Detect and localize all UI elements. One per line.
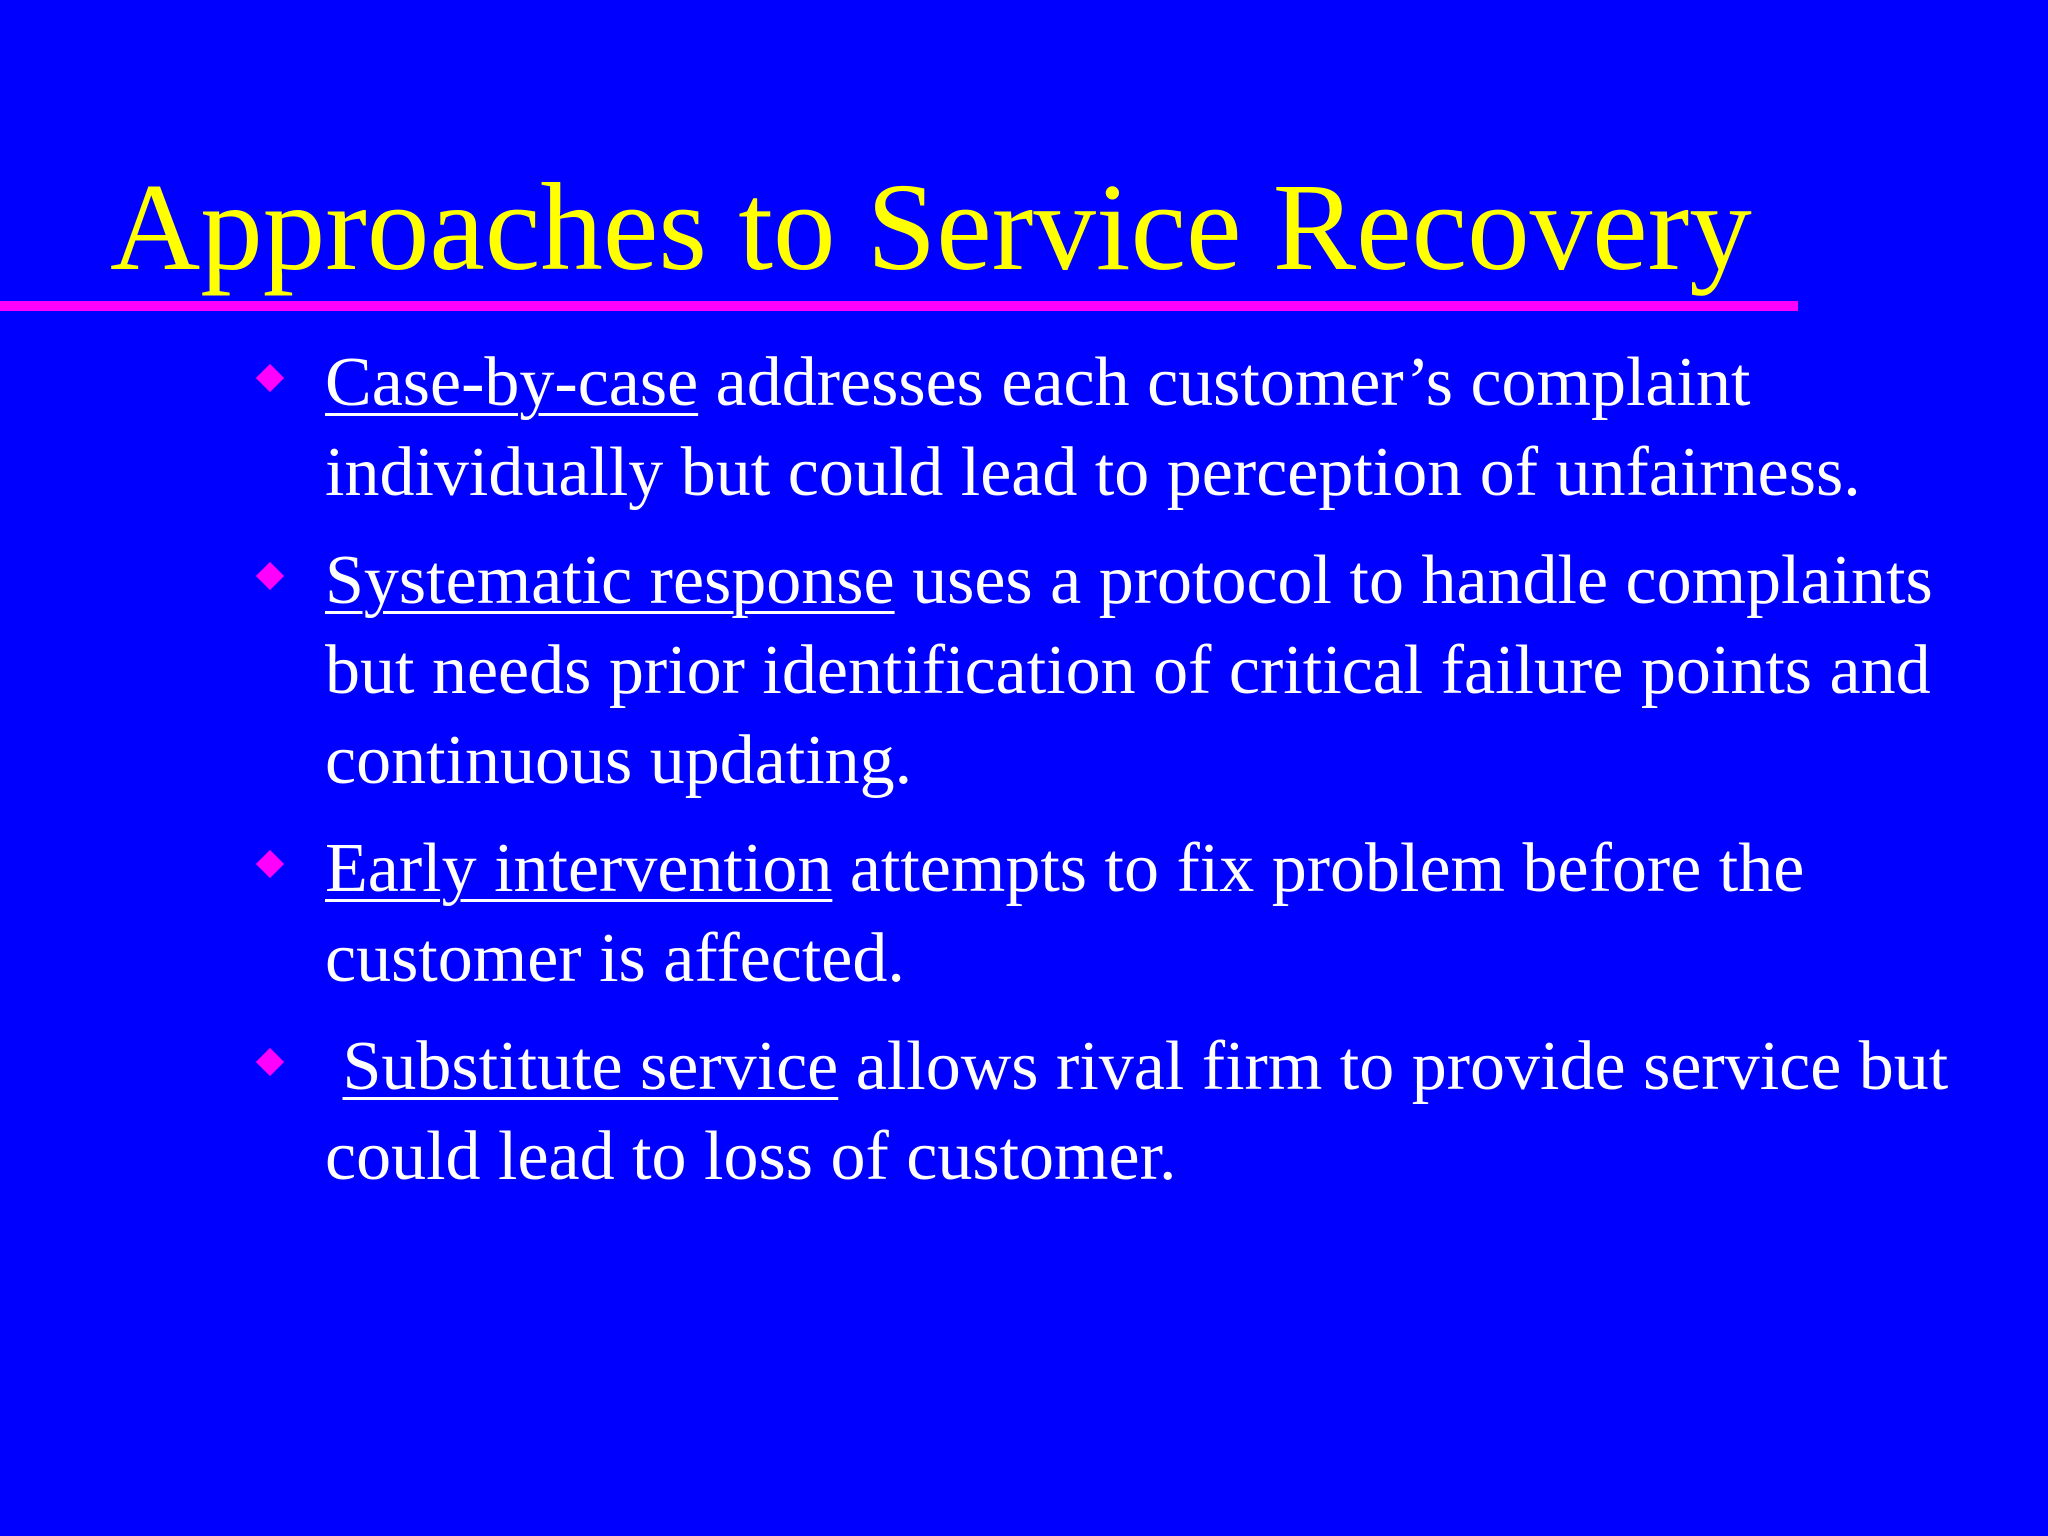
diamond-bullet-icon: [256, 1048, 284, 1076]
bullet-term: Early intervention: [325, 830, 833, 907]
title-underline-rule: [0, 301, 1798, 311]
bullet-text: attempts to fix problem before the customer is affected.: [325, 830, 1805, 997]
bullet-text: addresses each customer’s complaint individually but could lead to perception of unfairness.: [325, 344, 1861, 511]
bullet-text: uses a protocol to handle complaints but needs prior identification of critical failure points and continuous updating.: [325, 542, 1933, 799]
bullet-term: Substitute service: [342, 1028, 839, 1105]
diamond-bullet-icon: [256, 364, 284, 392]
bullet-list: [325, 338, 1975, 1220]
bullet-item-case-by-case: [325, 338, 1975, 518]
diamond-bullet-icon: [256, 562, 284, 590]
bullet-item-early-intervention: [325, 824, 1975, 1004]
bullet-text: allows rival firm to provide service but could lead to loss of customer.: [325, 1028, 1949, 1195]
bullet-term: Systematic response: [325, 542, 895, 619]
bullet-item-substitute-service: [325, 1022, 1975, 1202]
slide-title: Approaches to Service Recovery: [110, 159, 1752, 297]
bullet-term: Case-by-case: [325, 344, 699, 421]
bullet-item-systematic-response: [325, 536, 1975, 806]
diamond-bullet-icon: [256, 850, 284, 878]
